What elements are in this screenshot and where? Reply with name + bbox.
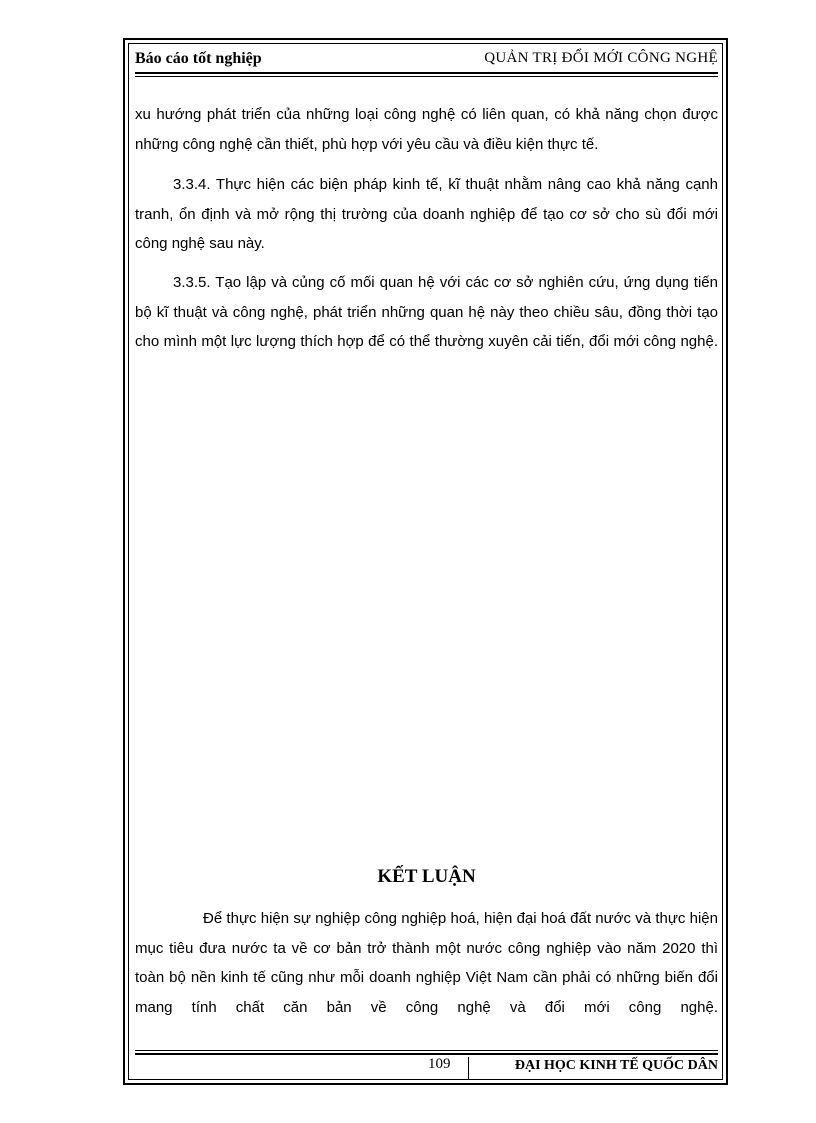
header-report-title: Báo cáo tốt nghiệp [135, 50, 262, 67]
conclusion-heading: KẾT LUẬN [377, 866, 476, 887]
conclusion-paragraph: Để thực hiện sự nghiệp công nghiệp hoá, hiện đại hoá đất nước và thực hiện mục tiêu đưa nước ta về cơ bản trở thành một nước công nghiệp vào năm 2020 thì toàn bộ nền kinh tế cũng như mỗi doanh nghiệp Việt Nam cần phải có những biến đổi mang tính chất căn bản về công nghệ và đổi mới công nghệ. [135, 910, 718, 1016]
paragraph-3-3-5: 3.3.5. Tạo lập và củng cố mối quan hệ với các cơ sở nghiên cứu, ứng dụng tiến bộ kĩ thuật và công nghệ, phát triển những quan hệ này theo chiều sâu, đồng thời tạo cho mình một lực lượng thích hợp để có thể thường xuyên cải tiến, đổi mới công nghệ. [135, 274, 718, 350]
paragraph-continuation: xu hướng phát triển của những loại công nghệ có liên quan, có khả năng chọn được những công nghệ cần thiết, phù hợp với yêu cầu và điều kiện thực tế. [135, 106, 718, 153]
paragraph-3-3-4: 3.3.4. Thực hiện các biện pháp kinh tế, kĩ thuật nhằm nâng cao khả năng cạnh tranh, ổn định và mở rộng thị trường của doanh nghiệp để tạo cơ sở cho sù đổi mới công nghệ sau này. [135, 176, 718, 252]
page-number: 109 [428, 1056, 451, 1072]
footer-rule-thin [135, 1050, 718, 1051]
header-rule [135, 72, 718, 74]
header-rule-thin [135, 76, 718, 77]
footer-divider [468, 1057, 469, 1079]
header-subject-title: QUẢN TRỊ ĐỔI MỚI CÔNG NGHỆ [484, 50, 718, 66]
footer-university-name: ĐẠI HỌC KINH TẾ QUỐC DÂN [514, 1058, 718, 1073]
footer-rule [135, 1053, 718, 1055]
page-header [135, 48, 718, 72]
